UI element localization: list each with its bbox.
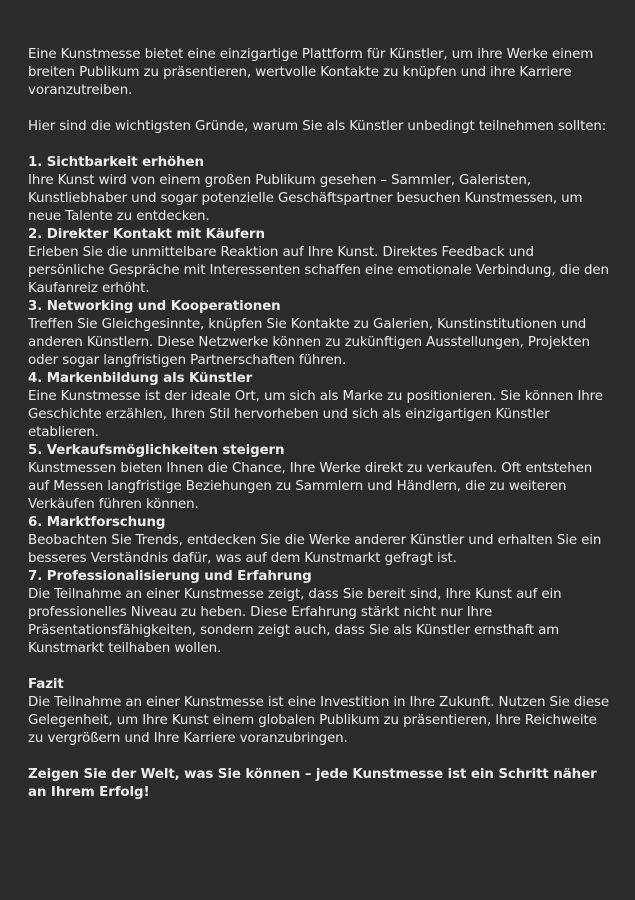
section-7 — [28, 568, 613, 658]
section-heading: 4. Markenbildung als Künstler — [28, 371, 253, 386]
spacer — [28, 100, 613, 118]
section-3 — [28, 298, 613, 370]
conclusion-section — [28, 676, 613, 748]
intro-paragraph: Eine Kunstmesse bietet eine einzigartige Plattform für Künstler, um ihre Werke einem breiten Publikum zu präsentieren, wertvolle Kontakte zu knüpfen und ihre Karriere voranzutreiben. — [28, 47, 594, 98]
section-heading: 6. Marktforschung — [28, 515, 166, 530]
conclusion-body: Die Teilnahme an einer Kunstmesse ist eine Investition in Ihre Zukunft. Nutzen Sie diese Gelegenheit, um Ihre Kunst einem globalen Publikum zu präsentieren, Ihre Reichweite zu vergrößern und Ihre Karriere voranzubringen. — [28, 695, 610, 746]
section-body: Die Teilnahme an einer Kunstmesse zeigt, dass Sie bereit sind, Ihre Kunst auf ein professionelles Niveau zu heben. Diese Erfahrung stärkt nicht nur Ihre Präsentationsfähigkeiten, sondern zeigt auch, dass Sie als Künstler ernsthaft am Kunstmarkt teilhaben wollen. — [28, 587, 562, 656]
closing-statement: Zeigen Sie der Welt, was Sie können – jede Kunstmesse ist ein Schritt näher an Ihrem Erfolg! — [28, 767, 597, 800]
section-body: Kunstmessen bieten Ihnen die Chance, Ihre Werke direkt zu verkaufen. Oft entstehen auf Messen langfristige Beziehungen zu Sammlern und Händlern, die zu weiteren Verkäufen führen können. — [28, 461, 593, 512]
section-body: Ihre Kunst wird von einem großen Publikum gesehen – Sammler, Galeristen, Kunstliebhaber und sogar potenzielle Geschäftspartner besuchen Kunstmessen, um neue Talente zu entdecken. — [28, 173, 583, 224]
spacer — [28, 136, 613, 154]
section-4 — [28, 370, 613, 442]
section-heading: 1. Sichtbarkeit erhöhen — [28, 155, 204, 170]
section-5 — [28, 442, 613, 514]
spacer — [28, 658, 613, 676]
section-body: Treffen Sie Gleichgesinnte, knüpfen Sie Kontakte zu Galerien, Kunstinstitutionen und anderen Künstlern. Diese Netzwerke können zu zukünftigen Ausstellungen, Projekten oder sogar langfristigen Partnerschaften führen. — [28, 317, 590, 368]
section-2 — [28, 226, 613, 298]
section-heading: 5. Verkaufsmöglichkeiten steigern — [28, 443, 285, 458]
section-heading: 7. Professionalisierung und Erfahrung — [28, 569, 312, 584]
section-heading: 3. Networking und Kooperationen — [28, 299, 281, 314]
lead-paragraph: Hier sind die wichtigsten Gründe, warum Sie als Künstler unbedingt teilnehmen sollten: — [28, 119, 607, 134]
section-6 — [28, 514, 613, 568]
section-heading: 2. Direkter Kontakt mit Käufern — [28, 227, 265, 242]
spacer — [28, 748, 613, 766]
section-1 — [28, 154, 613, 226]
section-body: Erleben Sie die unmittelbare Reaktion auf Ihre Kunst. Direktes Feedback und persönliche Gespräche mit Interessenten schaffen eine emotionale Verbindung, die den Kaufanreiz erhöht. — [28, 245, 609, 296]
section-body: Beobachten Sie Trends, entdecken Sie die Werke anderer Künstler und erhalten Sie ein besseres Verständnis dafür, was auf dem Kunstmarkt gefragt ist. — [28, 533, 602, 566]
conclusion-heading: Fazit — [28, 677, 64, 692]
document-page — [28, 46, 613, 802]
section-body: Eine Kunstmesse ist der ideale Ort, um sich als Marke zu positionieren. Sie können Ihre Geschichte erzählen, Ihren Stil hervorheben und sich als einzigartigen Künstler etablieren. — [28, 389, 603, 440]
